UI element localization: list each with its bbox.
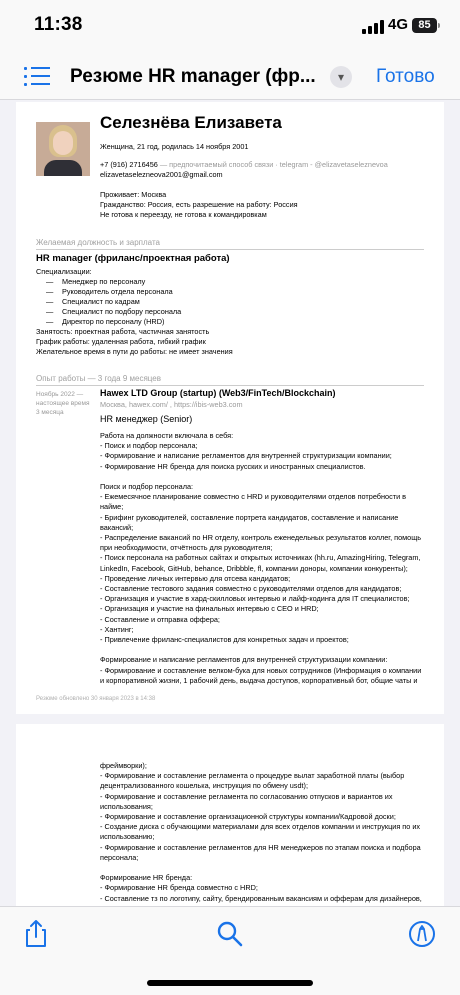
specialization-item: — Специалист по кадрам bbox=[46, 297, 140, 306]
specialization-item: — Руководитель отдела персонала bbox=[46, 287, 173, 296]
markup-icon[interactable] bbox=[408, 920, 436, 948]
specialization-item: — Специалист по подбору персонала bbox=[46, 307, 182, 316]
position-title: HR manager (фриланс/проектная работа) bbox=[36, 253, 230, 264]
done-button[interactable]: Готово bbox=[376, 66, 435, 87]
section-position-title: Желаемая должность и зарплата bbox=[36, 238, 424, 250]
profile-photo bbox=[36, 122, 90, 176]
search-icon[interactable] bbox=[216, 920, 244, 948]
job-period-end: настоящее время bbox=[36, 400, 90, 407]
email-link[interactable]: elizavetaselezneova2001@gmail.com bbox=[100, 170, 223, 179]
job-description-continued: фреймворки); - Формирование и составление регламента о процедуре вылат заработной платы (выбор децентрализованного кошелька, инструкция по обмену usdt); - Формирование и составление регламента по согласованию отпусков и вариантов их использования; - Формирование и составление организационной структуры компании/Кадровой доски; - Создание диска с обучающими материалами для всех отделов компании и инструкция по их использованию; - Формирование и составление регламентов для HR менеджеров по этапам поиска и подбора персонала; Формирование HR бренда: - Формирование HR бренда совместно с HRD; - Составление тз по логотипу, сайту, брендированным вакансиям и офферам для дизайнеров, bbox=[100, 761, 422, 903]
home-indicator bbox=[147, 980, 313, 986]
battery-icon: 85 bbox=[412, 18, 437, 33]
list-icon[interactable] bbox=[24, 65, 50, 87]
specialization-item: — Менеджер по персоналу bbox=[46, 277, 146, 286]
battery-tip bbox=[438, 23, 440, 28]
schedule: График работы: удаленная работа, гибкий график bbox=[36, 337, 206, 346]
job-period: Ноябрь 2022 — bbox=[36, 391, 84, 398]
phone[interactable]: +7 (916) 2716456 bbox=[100, 160, 158, 169]
network-type: 4G bbox=[388, 16, 409, 33]
share-icon[interactable] bbox=[22, 919, 50, 949]
document-page-1 bbox=[16, 102, 444, 714]
travel-time: Желательное время в пути до работы: не имеет значения bbox=[36, 347, 233, 356]
signal-icon bbox=[362, 20, 384, 34]
specialization-item: — Директор по персоналу (HRD) bbox=[46, 317, 165, 326]
bottom-toolbar bbox=[0, 906, 460, 995]
section-experience-title: Опыт работы — 3 года 9 месяцев bbox=[36, 374, 424, 386]
updated-note: Резюме обновлено 30 января 2023 в 14:38 bbox=[36, 696, 156, 702]
job-title: HR менеджер (Senior) bbox=[100, 414, 193, 424]
relocation: Не готова к переезду, не готова к командировкам bbox=[100, 210, 267, 219]
contact-line bbox=[100, 160, 388, 170]
specializations-label: Специализации: bbox=[36, 267, 92, 276]
residence: Проживает: Москва bbox=[100, 190, 167, 199]
job-description: Работа на должности включала в себя: - Поиск и подбор персонала; - Формирование и написание регламентов для внутренней структуризации компании; - Формирование HR бренда для поиска русских и иностранных специалистов. Поиск и подбор персонала: - Ежемесячное планирование совместно с HRD и руководителями отделов потребности в найме; - Брифинг руководителей, составление портрета кандидатов, составление и написание вакансий; - Распределение вакансий по HR отделу, контроль еженедельных результатов коллег, помощь при необходимости, отчётность для руководителя; - Поиск персонала на работных сайтах и открытых источниках (hh.ru, AmazingHiring, Telegram, LinkedIn, Facebook, GitHub, behance, Dribbble, fl, компании доноры, компании конкуренты); - Проведение личных интервью для отсева кандидатов; - Составление тестового задания совместно с руководителями отделов для кандидатов; - Организация и участие в хард-скилловых интервью и лайф-кодинга для IT специалистов; - Организация и участие на финальных интервью с CEO и HRD; - Составление и отправка оффера; - Хантинг; - Привлечение фриланс-специалистов для конкретных задач и проектов; Формирование и написание регламентов для внутренней структуризации компании: - Формирование и составление велком-бука для новых сотрудников (Информация о компании и корпоративной жизни, 1 рабочий день, выдача доступов, корпоративный бот, общие чаты и bbox=[100, 431, 422, 685]
document-page-2 bbox=[16, 724, 444, 906]
status-time: 11:38 bbox=[34, 14, 83, 35]
company-name: Hawex LTD Group (startup) (Web3/FinTech/Blockchain) bbox=[100, 388, 336, 398]
demographics: Женщина, 21 год, родилась 14 ноября 2001 bbox=[100, 142, 249, 151]
employment: Занятость: проектная работа, частичная занятость bbox=[36, 327, 210, 336]
nav-bar bbox=[0, 56, 460, 100]
candidate-name: Селезнёва Елизавета bbox=[100, 113, 282, 132]
status-bar bbox=[0, 0, 460, 56]
company-meta[interactable]: Москва, hawex.com/ , https://ibis-web3.com bbox=[100, 400, 243, 409]
job-duration: 3 месяца bbox=[36, 409, 64, 416]
contact-note: — предпочитаемый способ связи · telegram - @elizavetaseleznevoa bbox=[157, 160, 388, 169]
chevron-down-icon[interactable]: ▾ bbox=[330, 66, 352, 88]
document-title[interactable]: Резюме HR manager (фр... bbox=[70, 66, 316, 87]
citizenship: Гражданство: Россия, есть разрешение на работу: Россия bbox=[100, 200, 298, 209]
